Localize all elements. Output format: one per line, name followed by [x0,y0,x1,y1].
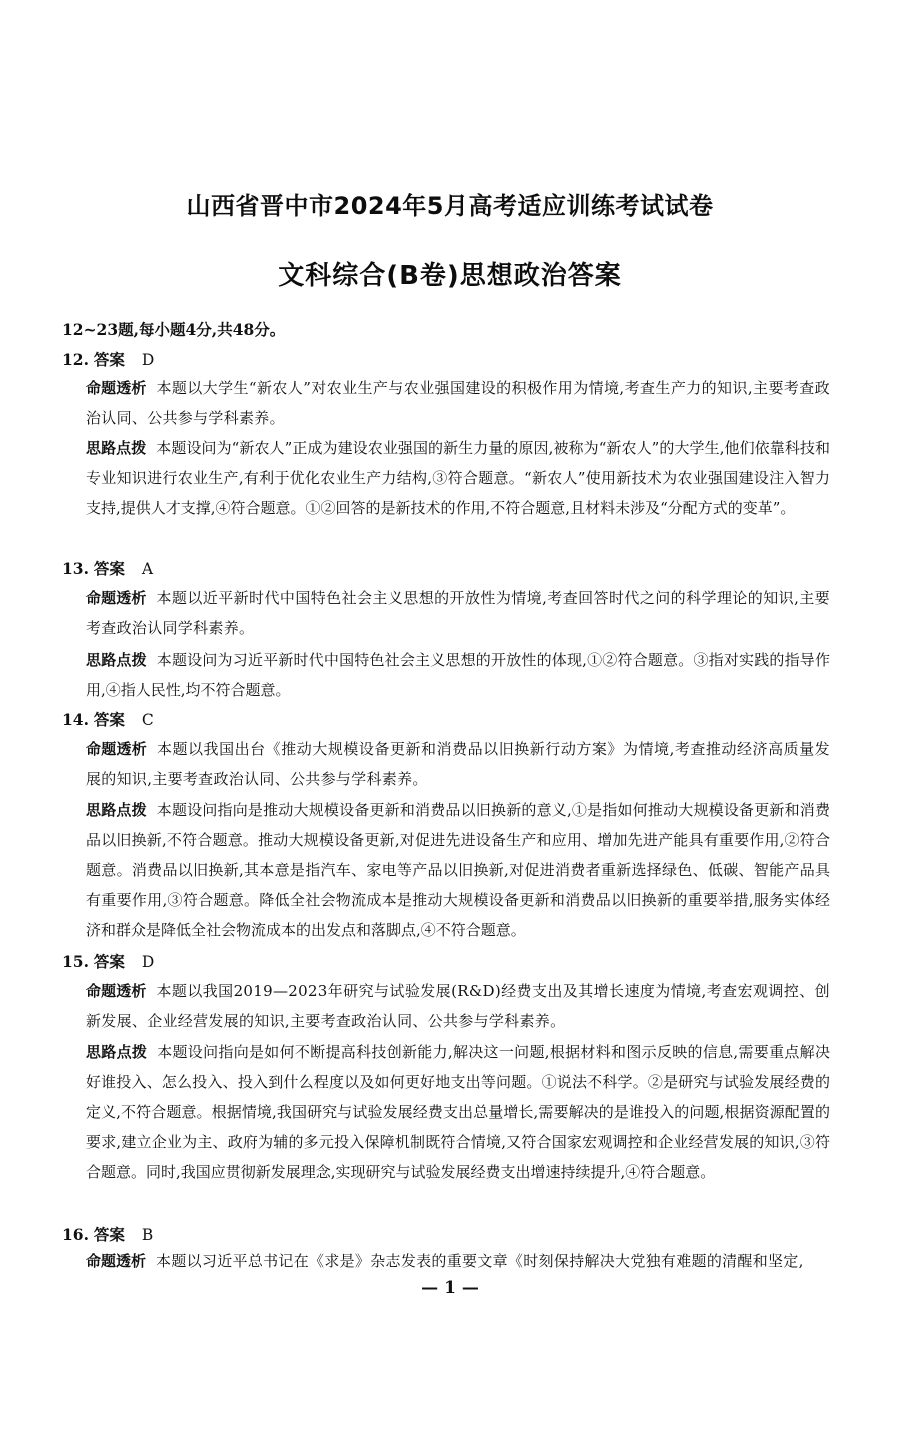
answer-choice: D [141,953,155,971]
answer-choice: B [141,1226,154,1244]
analysis-label: 命题透析 [86,982,147,1000]
hint-paragraph-12 [86,433,830,523]
analysis-text: 本题以大学生“新农人”对农业生产与农业强国建设的积极作用为情境,考查生产力的知识,主要考查政治认同、公共参与学科素养。 [86,379,830,427]
scoring-note: 12~23题,每小题4分,共48分。 [62,320,286,339]
hint-text: 本题设问为“新农人”正成为建设农业强国的新生力量的原因,被称为“新农人”的大学生,他们依靠科技和专业知识进行农业生产,有利于优化农业生产力结构,③符合题意。“新农人”使用新技术为农业强国建设注入智力支持,提供人才支撑,④符合题意。①②回答的是新技术的作用,不符合题意,且材料未涉及“分配方式的变革”。 [86,439,830,517]
analysis-paragraph-14 [86,734,830,794]
analysis-label: 命题透析 [86,740,147,758]
analysis-text: 本题以习近平总书记在《求是》杂志发表的重要文章《时刻保持解决大党独有难题的清醒和坚定, [156,1252,804,1270]
answer-label: 答案 [93,351,125,369]
hint-text: 本题设问指向是如何不断提高科技创新能力,解决这一问题,根据材料和图示反映的信息,需要重点解决好谁投入、怎么投入、投入到什么程度以及如何更好地支出等问题。①说法不科学。②是研究与试验发展经费的定义,不符合题意。根据情境,我国研究与试验发展经费支出总量增长,需要解决的是谁投入的问题,根据资源配置的要求,建立企业为主、政府为辅的多元投入保障机制既符合情境,又符合国家宏观调控和企业经营发展的知识,③符合题意。同时,我国应贯彻新发展理念,实现研究与试验发展经费支出增速持续提升,④符合题意。 [86,1043,830,1181]
hint-label: 思路点拨 [86,439,147,457]
answer-label: 答案 [93,1226,125,1244]
analysis-label: 命题透析 [86,379,147,397]
hint-paragraph-15 [86,1037,830,1187]
page-number: — 1 — [421,1278,479,1298]
hint-label: 思路点拨 [86,651,147,669]
analysis-paragraph-13 [86,583,830,643]
answer-choice: A [141,560,154,578]
answer-choice: C [141,711,154,729]
analysis-text: 本题以我国出台《推动大规模设备更新和消费品以旧换新行动方案》为情境,考查推动经济高质量发展的知识,主要考查政治认同、公共参与学科素养。 [86,740,830,788]
answer-line-14 [62,708,154,730]
page-subtitle: 文科综合(B卷)思想政治答案 [278,261,622,291]
analysis-text: 本题以我国2019—2023年研究与试验发展(R&D)经费支出及其增长速度为情境,考查宏观调控、创新发展、企业经营发展的知识,主要考查政治认同、公共参与学科素养。 [86,982,830,1030]
hint-paragraph-13 [86,645,830,705]
hint-label: 思路点拨 [86,1043,148,1061]
analysis-paragraph-12 [86,373,830,433]
analysis-text: 本题以近平新时代中国特色社会主义思想的开放性为情境,考查回答时代之问的科学理论的知识,主要考查政治认同学科素养。 [86,589,830,637]
answer-line-16 [62,1223,153,1245]
answer-line-12 [62,348,154,370]
hint-text: 本题设问指向是推动大规模设备更新和消费品以旧换新的意义,①是指如何推动大规模设备更新和消费品以旧换新,不符合题意。推动大规模设备更新,对促进先进设备生产和应用、增加先进产能具有重要作用,②符合题意。消费品以旧换新,其本意是指汽车、家电等产品以旧换新,对促进消费者重新选择绿色、低碳、智能产品具有重要作用,③符合题意。降低全社会物流成本是推动大规模设备更新和消费品以旧换新的重要举措,服务实体经济和群众是降低全社会物流成本的出发点和落脚点,④不符合题意。 [86,801,830,939]
analysis-label: 命题透析 [86,589,147,607]
answer-choice: D [141,351,155,369]
question-number: 15. [62,952,89,971]
answer-label: 答案 [93,711,125,729]
answer-label: 答案 [93,560,125,578]
answer-label: 答案 [93,953,125,971]
answer-line-13 [62,557,153,579]
question-number: 12. [62,350,89,369]
question-number: 13. [62,559,89,578]
hint-label: 思路点拨 [86,801,147,819]
answer-line-15 [62,950,154,972]
page-title: 山西省晋中市2024年5月高考适应训练考试试卷 [186,192,714,220]
analysis-paragraph-15 [86,976,830,1036]
hint-text: 本题设问为习近平新时代中国特色社会主义思想的开放性的体现,①②符合题意。③指对实践的指导作用,④指人民性,均不符合题意。 [86,651,830,699]
hint-paragraph-14 [86,795,830,945]
question-number: 16. [62,1225,89,1244]
analysis-paragraph-16 [86,1246,830,1276]
analysis-label: 命题透析 [86,1252,147,1270]
question-number: 14. [62,710,89,729]
